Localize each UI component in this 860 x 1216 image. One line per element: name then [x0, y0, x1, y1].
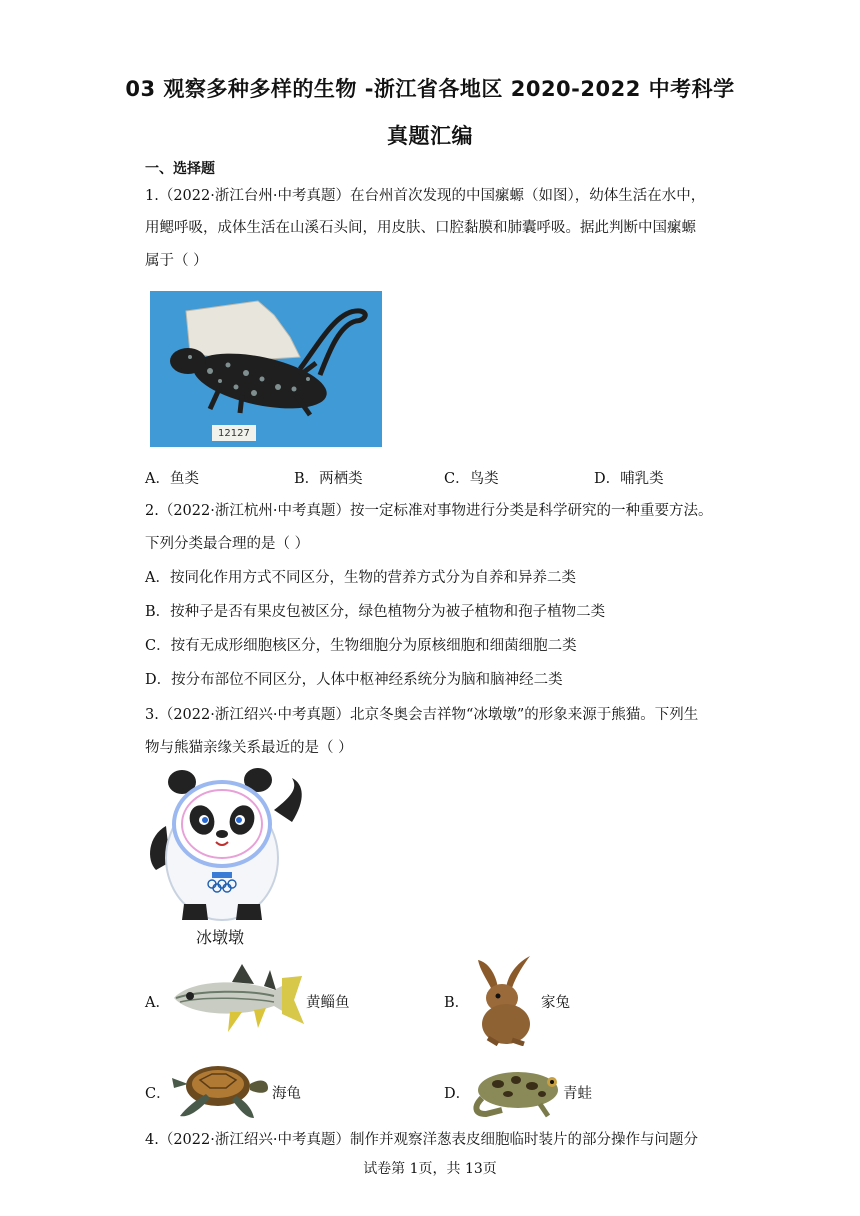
question-3-text: 3.（2022·浙江绍兴·中考真题）北京冬奥会吉祥物“冰墩墩”的形象来源于熊猫。下列生 — [145, 707, 699, 723]
option-a-label: 黄鲻鱼 — [306, 995, 350, 1011]
page-footer: 试卷第 1页，共 13页 — [363, 1161, 497, 1177]
option-b: B．两栖类 — [294, 471, 363, 487]
page-title: 03 观察多种多样的生物 -浙江省各地区 2020-2022 中考科学 — [125, 77, 735, 101]
option-d: D．按分布部位不同区分，人体中枢神经系统分为脑和脑神经二类 — [145, 672, 563, 688]
question-1-text: 1.（2022·浙江台州·中考真题）在台州首次发现的中国瘰螈（如图），幼体生活在水中， — [145, 188, 706, 204]
option-a: A．按同化作用方式不同区分，生物的营养方式分为自养和异养二类 — [145, 570, 576, 586]
page-title-line2: 真题汇编 — [387, 124, 473, 148]
salamander-image — [150, 291, 382, 447]
option-d-letter: D． — [444, 1086, 471, 1102]
option-a-letter: A． — [145, 995, 170, 1011]
option-b: B．按种子是否有果皮包被区分，绿色植物分为被子植物和孢子植物二类 — [145, 604, 606, 620]
question-2-text: 2.（2022·浙江杭州·中考真题）按一定标准对事物进行分类是科学研究的一种重要方法。 — [145, 503, 713, 519]
question-4-text: 4.（2022·浙江绍兴·中考真题）制作并观察洋葱表皮细胞临时装片的部分操作与问题分 — [145, 1132, 698, 1148]
sea-turtle-image — [170, 1058, 270, 1120]
option-d-label: 青蛙 — [563, 1086, 592, 1102]
question-1-text: 属于（ ） — [145, 253, 208, 269]
bing-dwen-dwen-image — [146, 766, 312, 922]
option-a: A．鱼类 — [145, 471, 199, 487]
section-heading: 一、选择题 — [145, 161, 215, 177]
mullet-fish-image — [170, 962, 308, 1036]
question-3-text: 物与熊猫亲缘关系最近的是（ ） — [145, 740, 353, 756]
rabbit-image — [468, 954, 538, 1046]
option-b-label: 家兔 — [541, 995, 570, 1011]
specimen-tag: 12127 — [218, 428, 250, 439]
option-c: C．鸟类 — [444, 471, 499, 487]
frog-image — [468, 1064, 564, 1118]
option-c-letter: C． — [145, 1086, 171, 1102]
question-1-text: 用鳃呼吸，成体生活在山溪石头间，用皮肤、口腔黏膜和肺囊呼吸。据此判断中国瘰螈 — [145, 220, 696, 236]
option-c-label: 海龟 — [272, 1086, 301, 1102]
option-d: D．哺乳类 — [594, 471, 664, 487]
mascot-caption: 冰墩墩 — [196, 928, 245, 947]
option-c: C．按有无成形细胞核区分，生物细胞分为原核细胞和细菌细胞二类 — [145, 638, 577, 654]
question-2-text: 下列分类最合理的是（ ） — [145, 536, 310, 552]
option-b-letter: B． — [444, 995, 470, 1011]
